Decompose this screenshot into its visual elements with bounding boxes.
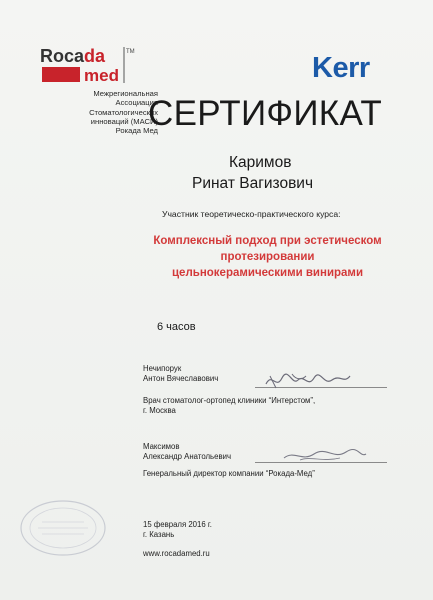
org-line: Ассоциация [115, 98, 158, 108]
course-line: цельнокерамическими винирами [171, 267, 364, 279]
organization-name [60, 89, 158, 135]
recipient-given-name: Ринат Вагизович [192, 175, 314, 192]
signer1-role [143, 396, 343, 416]
recipient-surname: Каримов [229, 154, 292, 171]
signer1-city: г. Москва [143, 406, 176, 415]
org-line: Стоматологических [89, 107, 158, 117]
signer2-given: Александр Анатольевич [143, 452, 232, 461]
signer2-surname: Максимов [143, 442, 180, 451]
signer1-name [143, 364, 218, 384]
website: www.rocadamed.ru [143, 549, 210, 558]
course-line: Комплексный подход при эстетическом [153, 235, 382, 247]
course-title [140, 233, 395, 281]
signature-1 [262, 366, 354, 394]
signer2-name [143, 442, 231, 462]
signer1-given: Антон Вячеславович [143, 374, 219, 383]
certificate-title: СЕРТИФИКАТ [148, 94, 383, 133]
svg-text:Rocada: Rocada [40, 46, 106, 66]
stamp-seal [18, 498, 108, 558]
signature-2 [280, 446, 370, 466]
signer1-surname: Нечипорук [143, 364, 182, 373]
issue-city: г. Казань [143, 530, 175, 539]
org-line: Рокада Мед [115, 126, 158, 136]
svg-text:med: med [84, 66, 119, 85]
signer1-role-line: Врач стоматолог-ортопед клиники “Интерстом”, [143, 396, 316, 405]
svg-text:TM: TM [126, 49, 135, 55]
signer2-role: Генеральный директор компании “Рокада-Мед” [143, 469, 315, 478]
org-line: инноваций (МАСИ) [90, 116, 158, 126]
org-line: Межрегиональная [93, 89, 158, 98]
rocadamed-logo [40, 45, 146, 85]
issue-date-value: 15 февраля 2016 г. [143, 520, 212, 529]
kerr-logo: Kerr [312, 52, 370, 84]
course-line: протезировании [220, 251, 315, 263]
course-hours: 6 часов [157, 321, 196, 333]
issue-date [143, 520, 212, 540]
participant-line: Участник теоретическо-практического курса: [162, 209, 341, 219]
